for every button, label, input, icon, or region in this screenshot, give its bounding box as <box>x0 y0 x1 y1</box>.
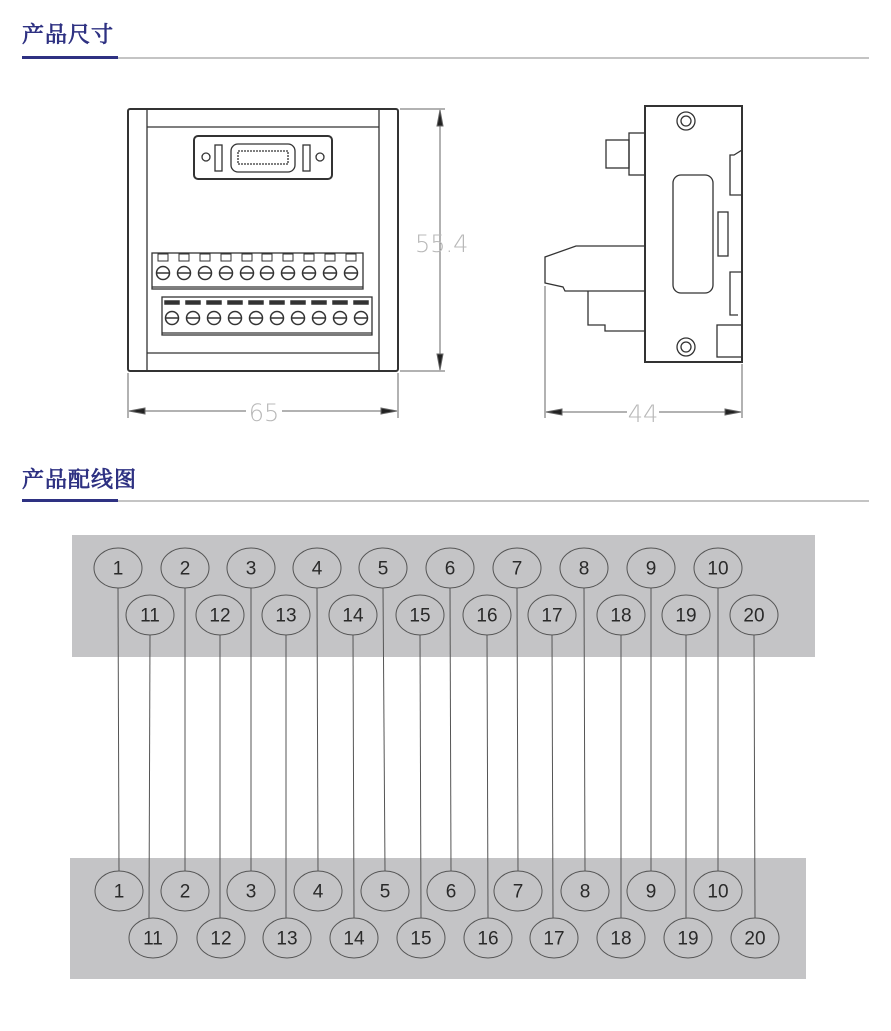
section-title-wiring: 产品配线图 <box>22 468 138 493</box>
pin-circle <box>227 871 275 911</box>
pin-circle <box>126 595 174 635</box>
svg-text:18: 18 <box>610 605 632 627</box>
pin-circle <box>94 548 142 588</box>
svg-text:10: 10 <box>707 881 729 903</box>
svg-text:16: 16 <box>476 605 498 627</box>
svg-text:11: 11 <box>143 928 163 950</box>
svg-text:19: 19 <box>675 605 697 627</box>
svg-text:14: 14 <box>342 605 364 627</box>
svg-text:3: 3 <box>245 881 257 903</box>
pin-circle <box>426 548 474 588</box>
svg-text:2: 2 <box>179 881 191 903</box>
svg-text:17: 17 <box>543 928 565 950</box>
pin-circle <box>494 871 542 911</box>
pin-circle <box>464 918 512 958</box>
svg-text:1: 1 <box>112 558 124 580</box>
section-title-dimensions: 产品尺寸 <box>22 23 115 48</box>
svg-text:20: 20 <box>743 605 765 627</box>
pin-circle <box>463 595 511 635</box>
pin-circle <box>662 595 710 635</box>
pin-circle <box>530 918 578 958</box>
svg-text:6: 6 <box>445 881 457 903</box>
svg-text:12: 12 <box>209 605 231 627</box>
pin-circle <box>293 548 341 588</box>
svg-text:15: 15 <box>410 928 432 950</box>
height-dimension-label: 55.4 <box>415 230 469 258</box>
svg-text:11: 11 <box>140 605 160 627</box>
width-dimension-label: 65 <box>248 399 280 427</box>
pin-circle <box>493 548 541 588</box>
pin-circle <box>396 595 444 635</box>
pin-circle <box>427 871 475 911</box>
pin-circle <box>694 548 742 588</box>
pin-circle <box>561 871 609 911</box>
svg-text:5: 5 <box>377 558 389 580</box>
svg-text:13: 13 <box>275 605 297 627</box>
pin-circle <box>597 595 645 635</box>
svg-text:10: 10 <box>707 558 729 580</box>
svg-text:8: 8 <box>579 881 591 903</box>
pin-circle <box>361 871 409 911</box>
pin-circle <box>196 595 244 635</box>
pin-circle <box>627 871 675 911</box>
svg-text:16: 16 <box>477 928 499 950</box>
pin-circle <box>129 918 177 958</box>
svg-text:17: 17 <box>541 605 563 627</box>
pin-circle <box>397 918 445 958</box>
pin-circle <box>330 918 378 958</box>
pin-circle <box>694 871 742 911</box>
svg-text:4: 4 <box>311 558 323 580</box>
pin-circle <box>161 548 209 588</box>
pin-circle <box>528 595 576 635</box>
svg-text:12: 12 <box>210 928 232 950</box>
pin-circle <box>161 871 209 911</box>
svg-text:9: 9 <box>645 881 657 903</box>
pin-circle <box>294 871 342 911</box>
svg-text:15: 15 <box>409 605 431 627</box>
pin-circle <box>627 548 675 588</box>
svg-text:19: 19 <box>677 928 699 950</box>
pin-circle <box>597 918 645 958</box>
svg-text:18: 18 <box>610 928 632 950</box>
pin-circle <box>731 918 779 958</box>
pin-circle <box>730 595 778 635</box>
pin-circle <box>664 918 712 958</box>
svg-text:7: 7 <box>512 881 524 903</box>
pin-circle <box>359 548 407 588</box>
pin-circle <box>262 595 310 635</box>
depth-dimension-label: 44 <box>627 400 659 428</box>
svg-text:8: 8 <box>578 558 590 580</box>
svg-text:9: 9 <box>645 558 657 580</box>
pin-circle <box>329 595 377 635</box>
pin-circle <box>227 548 275 588</box>
svg-text:20: 20 <box>744 928 766 950</box>
svg-text:14: 14 <box>343 928 365 950</box>
pin-circle <box>263 918 311 958</box>
svg-text:3: 3 <box>245 558 257 580</box>
pin-circle <box>197 918 245 958</box>
pin-circle <box>560 548 608 588</box>
svg-text:5: 5 <box>379 881 391 903</box>
svg-text:6: 6 <box>444 558 456 580</box>
pin-circle <box>95 871 143 911</box>
svg-text:2: 2 <box>179 558 191 580</box>
svg-text:7: 7 <box>511 558 523 580</box>
svg-text:13: 13 <box>276 928 298 950</box>
svg-text:1: 1 <box>113 881 125 903</box>
svg-text:4: 4 <box>312 881 324 903</box>
